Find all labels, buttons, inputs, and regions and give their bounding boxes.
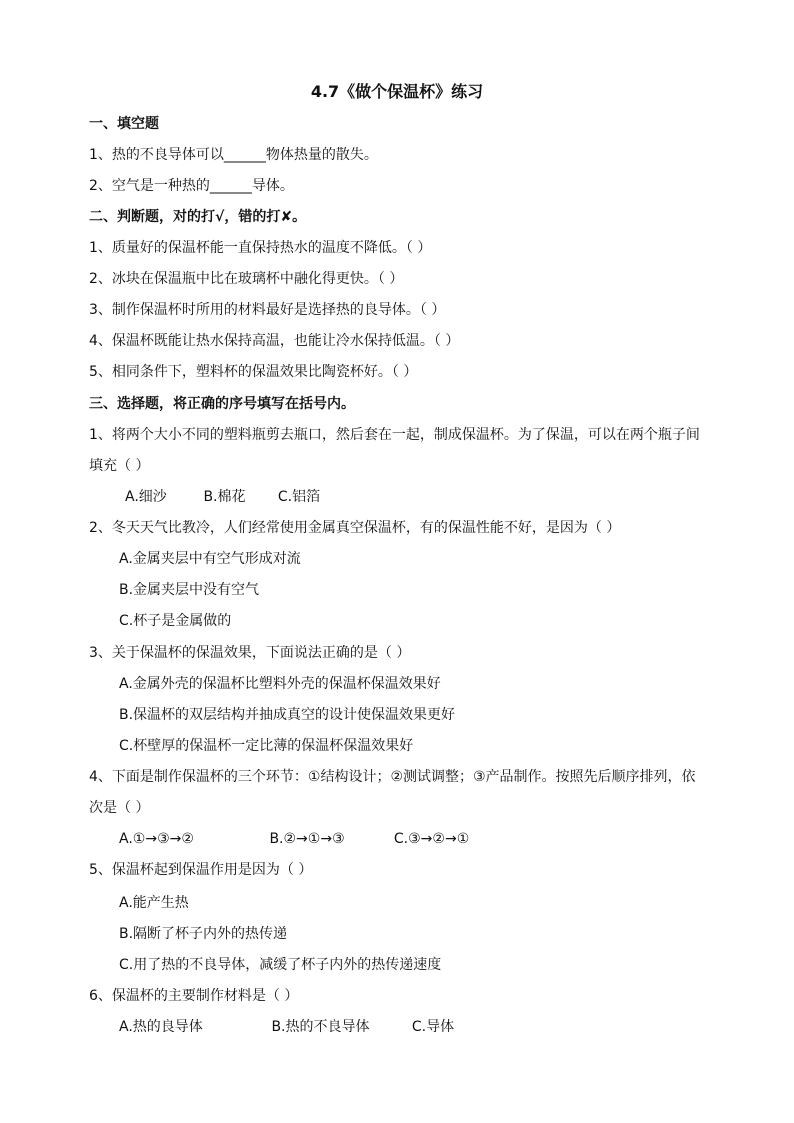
- fill-question-1: 1、热的不良导体可以______物体热量的散失。: [89, 147, 378, 163]
- choice-question-4-line2: 次是（ ）: [89, 800, 150, 816]
- judge-question-5: 5、相同条件下，塑料杯的保温效果比陶瓷杯好。（ ）: [89, 364, 418, 380]
- section-heading-judge: 二、判断题，对的打√，错的打✘。: [89, 209, 307, 225]
- choice-question-2-option-c: C.杯子是金属做的: [119, 613, 232, 629]
- choice-question-2-option-a: A.金属夹层中有空气形成对流: [119, 551, 301, 567]
- choice-question-4-line1: 4、下面是制作保温杯的三个环节：①结构设计；②测试调整；③产品制作。按照先后顺序排列，依: [89, 769, 696, 785]
- judge-question-3: 3、制作保温杯时所用的材料最好是选择热的良导体。（ ）: [89, 302, 446, 318]
- judge-question-4: 4、保温杯既能让热水保持高温，也能让冷水保持低温。（ ）: [89, 333, 460, 349]
- option-a: A.细沙: [125, 489, 167, 505]
- choice-question-3: 3、关于保温杯的保温效果，下面说法正确的是（ ）: [89, 645, 411, 661]
- option-a: A.热的良导体: [119, 1019, 203, 1035]
- choice-question-3-option-a: A.金属外壳的保温杯比塑料外壳的保温杯保温效果好: [119, 676, 441, 692]
- page-title: 4.7《做个保温杯》练习: [310, 82, 484, 101]
- judge-question-2: 2、冰块在保温瓶中比在玻璃杯中融化得更快。（ ）: [89, 271, 404, 287]
- choice-question-5-option-c: C.用了热的不良导体，减缓了杯子内外的热传递速度: [119, 957, 442, 973]
- choice-question-6: 6、保温杯的主要制作材料是（ ）: [89, 988, 299, 1004]
- option-c: C.铝箔: [277, 489, 321, 505]
- judge-question-1: 1、质量好的保温杯能一直保持热水的温度不降低。（ ）: [89, 240, 432, 256]
- section-heading-fill: 一、填空题: [89, 116, 159, 132]
- option-a: A.①→③→②: [119, 831, 194, 847]
- choice-question-2: 2、冬天天气比教冷，人们经常使用金属真空保温杯，有的保温性能不好，是因为（ ）: [89, 520, 621, 536]
- section-heading-choice: 三、选择题，将正确的序号填写在括号内。: [89, 396, 355, 412]
- option-c: C.导体: [411, 1019, 455, 1035]
- choice-question-5-option-a: A.能产生热: [119, 895, 189, 911]
- choice-question-4-options: [119, 829, 469, 849]
- option-c: C.③→②→①: [393, 831, 470, 847]
- choice-question-2-option-b: B.金属夹层中没有空气: [119, 582, 260, 598]
- choice-question-5-option-b: B.隔断了杯子内外的热传递: [119, 926, 288, 942]
- choice-question-3-option-c: C.杯壁厚的保温杯一定比薄的保温杯保温效果好: [119, 738, 414, 754]
- choice-question-1-options: [125, 487, 320, 507]
- choice-question-6-options: [119, 1017, 454, 1037]
- option-b: B.②→①→③: [269, 831, 345, 847]
- choice-question-5: 5、保温杯起到保温作用是因为（ ）: [89, 862, 313, 878]
- option-b: B.热的不良导体: [271, 1019, 370, 1035]
- choice-question-3-option-b: B.保温杯的双层结构并抽成真空的设计使保温效果更好: [119, 707, 456, 723]
- option-b: B.棉花: [203, 489, 246, 505]
- choice-question-1-line2: 填充（ ）: [89, 458, 150, 474]
- choice-question-1-line1: 1、将两个大小不同的塑料瓶剪去瓶口，然后套在一起，制成保温杯。为了保温，可以在两个瓶子间: [89, 427, 700, 443]
- fill-question-2: 2、空气是一种热的______导体。: [89, 178, 294, 194]
